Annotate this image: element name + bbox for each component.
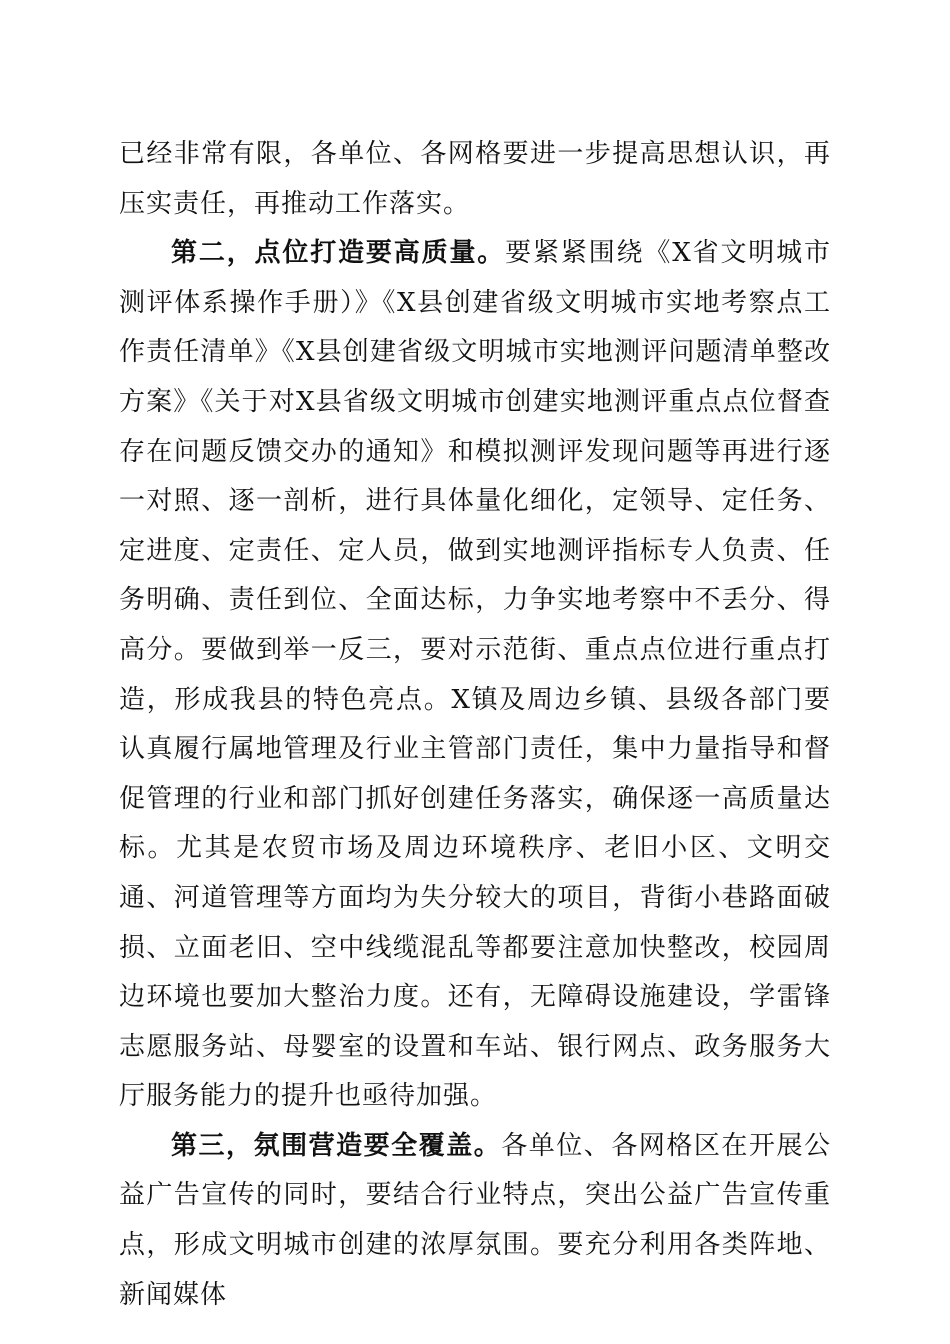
paragraph-continuation	[119, 130, 831, 229]
paragraph-lead: 第二，点位打造要高质量。	[171, 238, 506, 269]
paragraph-text: 要紧紧围绕《X省文明城市测评体系操作手册）》《X县创建省级文明城市实地考察点工作责任清单》《X县创建省级文明城市实地测评问题清单整改方案》《关于对X县省级文明城市创建实地测评重点点位督查存在问题反馈交办的通知》和模拟测评发现问题等再进行逐一对照、逐一剖析，进行具体量化细化，定领导、定任务、定进度、定责任、定人员，做到实地测评指标专人负责、任务明确、责任到位、全面达标，力争实地考察中不丢分、得高分。要做到举一反三，要对示范街、重点点位进行重点打造，形成我县的特色亮点。X镇及周边乡镇、县级各部门要认真履行属地管理及行业主管部门责任，集中力量指导和督促管理的行业和部门抓好创建任务落实，确保逐一高质量达标。尤其是农贸市场及周边环境秩序、老旧小区、文明交通、河道管理等方面均为失分较大的项目，背街小巷路面破损、立面老旧、空中线缆混乱等都要注意加快整改，校园周边环境也要加大整治力度。还有，无障碍设施建设，学雷锋志愿服务站、母婴室的设置和车站、银行网点、政务服务大厅服务能力的提升也亟待加强。	[119, 238, 831, 1112]
paragraph-point-three	[119, 1122, 831, 1320]
paragraph-text: 已经非常有限，各单位、各网格要进一步提高思想认识，再压实责任，再推动工作落实。	[119, 139, 831, 219]
paragraph-point-two	[119, 229, 831, 1122]
paragraph-lead: 第三，氛围营造要全覆盖。	[171, 1130, 502, 1161]
document-body	[119, 130, 831, 1320]
paragraph-text: 各单位、各网格区在开展公益广告宣传的同时，要结合行业特点，突出公益广告宣传重点，形成文明城市创建的浓厚氛围。要充分利用各类阵地、新闻媒体	[119, 1130, 831, 1310]
